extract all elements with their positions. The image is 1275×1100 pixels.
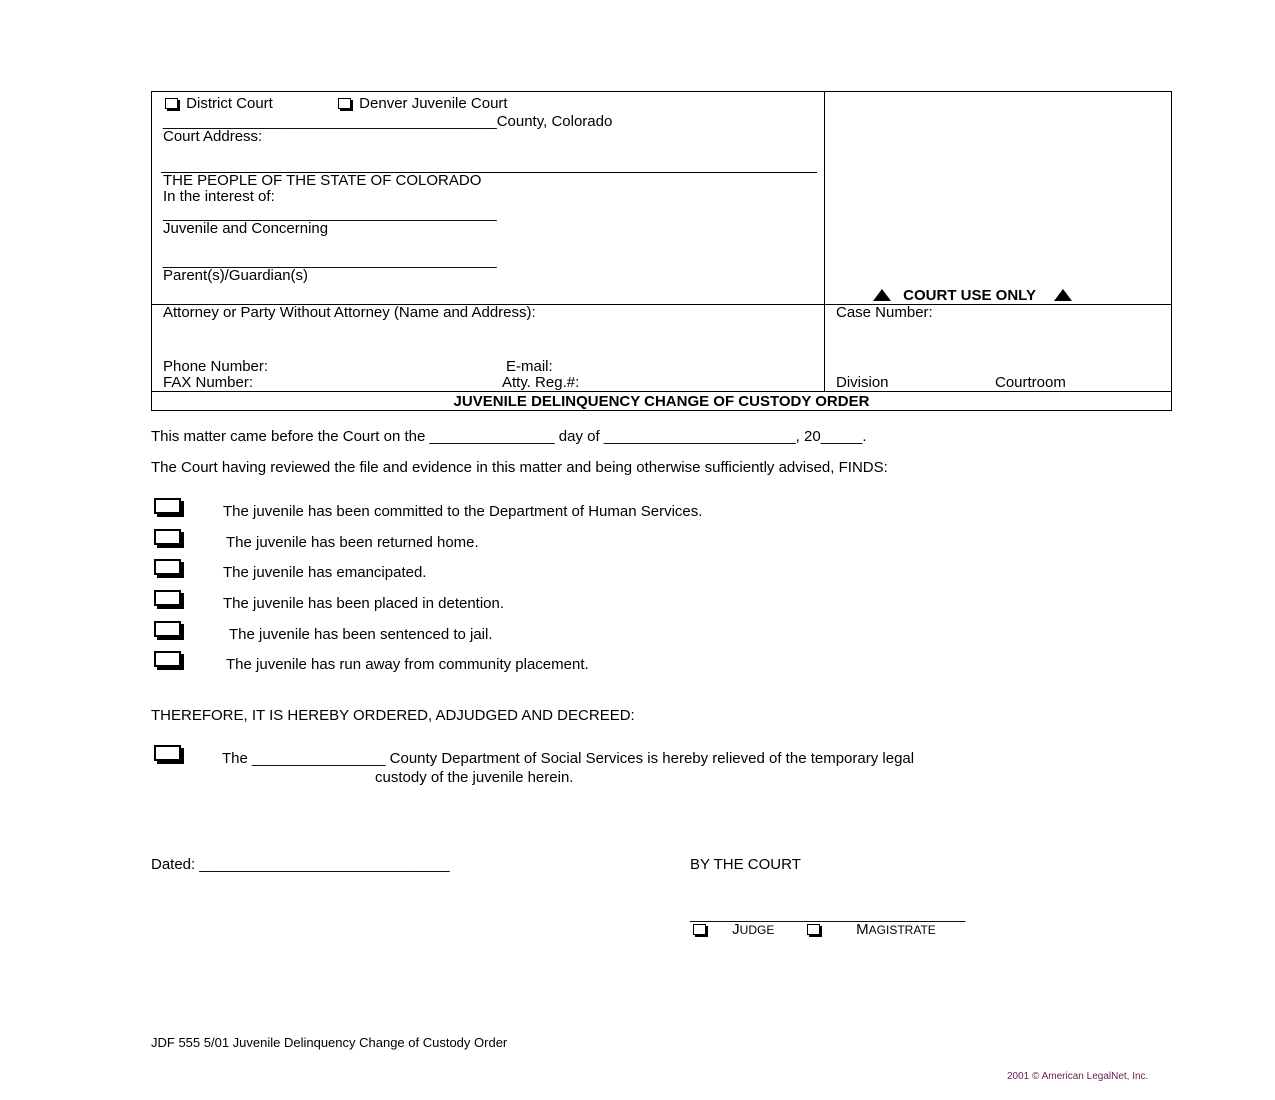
up-arrow-icon [873,289,891,301]
order-line-1: The ________________ County Department of Social Services is hereby relieved of the temporary legal [222,750,915,767]
court-address-label: Court Address: [163,128,263,145]
copyright: 2001 © American LegalNet, Inc. [1007,1071,1149,1082]
finding-checkbox-2[interactable] [154,529,181,545]
denver-juvenile-court-checkbox[interactable] [338,98,351,109]
finding-2: The juvenile has been returned home. [226,534,479,551]
form-title: JUVENILE DELINQUENCY CHANGE OF CUSTODY ORDER [453,393,870,410]
order-line-2: custody of the juvenile herein. [375,769,574,786]
by-the-court: BY THE COURT [690,856,801,873]
court-use-only-label: COURT USE ONLY [903,287,1036,304]
signature-line: _________________________________ [690,906,966,923]
finding-checkbox-3[interactable] [154,559,181,575]
parent-label: Parent(s)/Guardian(s) [163,267,309,284]
finding-checkbox-1[interactable] [154,498,181,514]
ordered-line: THEREFORE, IT IS HEREBY ORDERED, ADJUDGED AND DECREED: [151,707,635,724]
division-label: Division [836,374,889,391]
judge-label: JUDGE [732,921,775,938]
attorney-label: Attorney or Party Without Attorney (Name and Address): [163,304,536,321]
district-court-option[interactable] [165,96,273,111]
interest-label: In the interest of: [163,188,275,205]
fax-label: FAX Number: [163,374,254,391]
district-court-checkbox[interactable] [165,98,178,109]
denver-juvenile-court-option[interactable] [338,96,508,111]
caption-divider [824,91,825,391]
magistrate-checkbox[interactable] [807,924,820,935]
email-label: E-mail: [506,358,553,375]
juvenile-label: Juvenile and Concerning [163,220,329,237]
finding-3: The juvenile has emancipated. [223,564,427,581]
intro-line: This matter came before the Court on the _______________ day of _______________________, 20_____. [151,428,867,445]
juvenile-blank: ________________________________________ [163,205,497,222]
county-line: ________________________________________County, Colorado [163,113,613,130]
up-arrow-icon [1054,289,1072,301]
dated-line: Dated: ______________________________ [151,856,450,873]
finds-line: The Court having reviewed the file and evidence in this matter and being otherwise sufficiently advised, FINDS: [151,459,888,476]
magistrate-option[interactable] [807,922,936,937]
courtroom-label: Courtroom [995,374,1066,391]
finding-checkbox-4[interactable] [154,590,181,606]
people-line: THE PEOPLE OF THE STATE OF COLORADO [163,172,482,189]
caption-box [151,91,1172,411]
finding-1: The juvenile has been committed to the Department of Human Services. [223,503,703,520]
order-checkbox[interactable] [154,745,181,761]
judge-checkbox[interactable] [693,924,706,935]
district-court-label: District Court [186,95,273,112]
court-use-only [873,288,1072,303]
denver-juvenile-court-label: Denver Juvenile Court [359,95,508,112]
finding-5: The juvenile has been sentenced to jail. [229,626,493,643]
caption-title-divider [151,391,1172,392]
atty-reg-label: Atty. Reg.#: [502,374,580,391]
finding-4: The juvenile has been placed in detention. [223,595,505,612]
phone-label: Phone Number: [163,358,269,375]
finding-checkbox-6[interactable] [154,651,181,667]
parent-blank: ________________________________________ [163,252,497,269]
finding-6: The juvenile has run away from community placement. [226,656,589,673]
judge-option[interactable] [693,922,774,937]
form-id: JDF 555 5/01 Juvenile Delinquency Change of Custody Order [151,1035,508,1050]
magistrate-label: MAGISTRATE [856,921,936,938]
finding-checkbox-5[interactable] [154,621,181,637]
case-number-label: Case Number: [836,304,933,321]
